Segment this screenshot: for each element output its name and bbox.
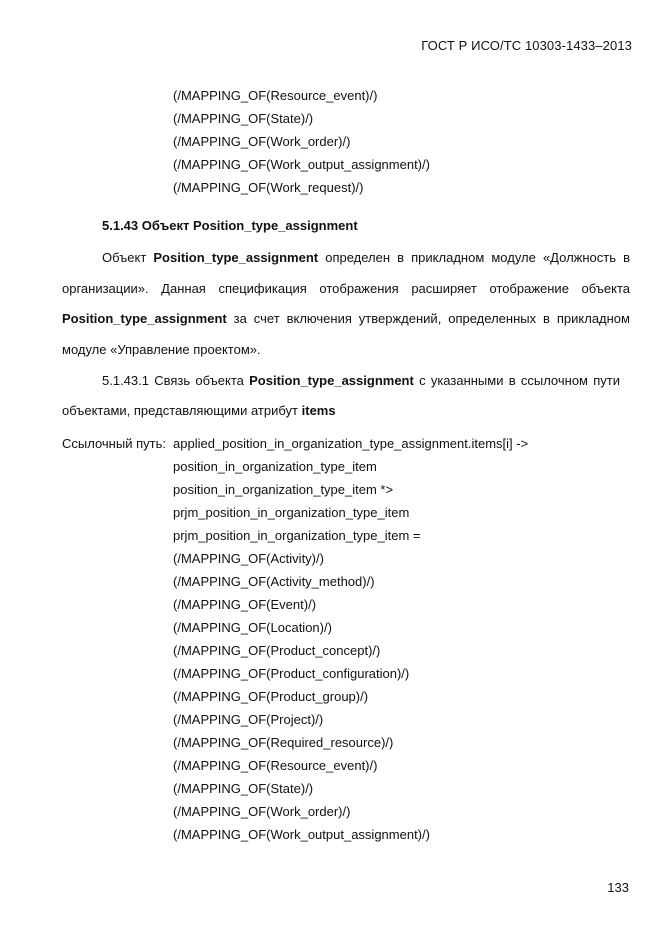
paragraph-text: за счет включения утверждений, определенных в прикладном: [233, 311, 630, 326]
paragraph-text: Объект: [102, 250, 147, 265]
mapping-line: (/MAPPING_OF(Work_request)/): [173, 180, 364, 195]
subsection-heading: [102, 373, 620, 388]
mapping-line: (/MAPPING_OF(Work_output_assignment)/): [173, 157, 430, 172]
mapping-line: (/MAPPING_OF(Resource_event)/): [173, 758, 378, 773]
paragraph-line: [102, 250, 630, 265]
paragraph-line: модуле «Управление проектом».: [62, 342, 261, 357]
mapping-line: (/MAPPING_OF(Product_group)/): [173, 689, 369, 704]
mapping-line: (/MAPPING_OF(Project)/): [173, 712, 324, 727]
subsection-text: 5.1.43.1 Связь объекта: [102, 373, 244, 388]
section-title-prefix: Объект: [141, 218, 190, 233]
subsection-text: с указанными в ссылочном пути: [419, 373, 620, 388]
mapping-line: (/MAPPING_OF(Product_concept)/): [173, 643, 381, 658]
section-heading: [102, 218, 358, 233]
section-number: 5.1.43: [102, 218, 139, 233]
mapping-line: (/MAPPING_OF(State)/): [173, 781, 314, 796]
entity-name: Position_type_assignment: [62, 311, 227, 326]
mapping-line: (/MAPPING_OF(Activity)/): [173, 551, 324, 566]
mapping-line: (/MAPPING_OF(Product_configuration)/): [173, 666, 410, 681]
section-title-entity: Position_type_assignment: [192, 218, 358, 233]
mapping-line: (/MAPPING_OF(Location)/): [173, 620, 332, 635]
mapping-line: (/MAPPING_OF(State)/): [173, 111, 314, 126]
mapping-line: (/MAPPING_OF(Required_resource)/): [173, 735, 394, 750]
reference-path-line: applied_position_in_organization_type_assignment.items[i] ->: [173, 436, 529, 451]
reference-path-label: Ссылочный путь:: [62, 436, 166, 451]
reference-path-line: position_in_organization_type_item: [173, 459, 377, 474]
subsection-line: [62, 403, 336, 418]
reference-path-line: prjm_position_in_organization_type_item =: [173, 528, 421, 543]
attribute-name: items: [301, 403, 336, 418]
entity-name: Position_type_assignment: [249, 373, 414, 388]
standard-header: ГОСТ Р ИСО/ТС 10303-1433–2013: [421, 38, 632, 53]
mapping-line: (/MAPPING_OF(Work_order)/): [173, 804, 351, 819]
mapping-line: (/MAPPING_OF(Activity_method)/): [173, 574, 375, 589]
mapping-line: (/MAPPING_OF(Event)/): [173, 597, 317, 612]
paragraph-line: [62, 311, 630, 326]
paragraph-line: организации». Данная спецификация отображения расширяет отображение объекта: [62, 281, 630, 296]
reference-path-line: position_in_organization_type_item *>: [173, 482, 394, 497]
mapping-line: (/MAPPING_OF(Work_order)/): [173, 134, 351, 149]
mapping-line: (/MAPPING_OF(Work_output_assignment)/): [173, 827, 430, 842]
mapping-line: (/MAPPING_OF(Resource_event)/): [173, 88, 378, 103]
entity-name: Position_type_assignment: [153, 250, 319, 265]
paragraph-text: определен в прикладном модуле «Должность в: [325, 250, 630, 265]
reference-path-line: prjm_position_in_organization_type_item: [173, 505, 410, 520]
page-number: 133: [607, 880, 629, 895]
subsection-text: объектами, представляющими атрибут: [62, 403, 298, 418]
